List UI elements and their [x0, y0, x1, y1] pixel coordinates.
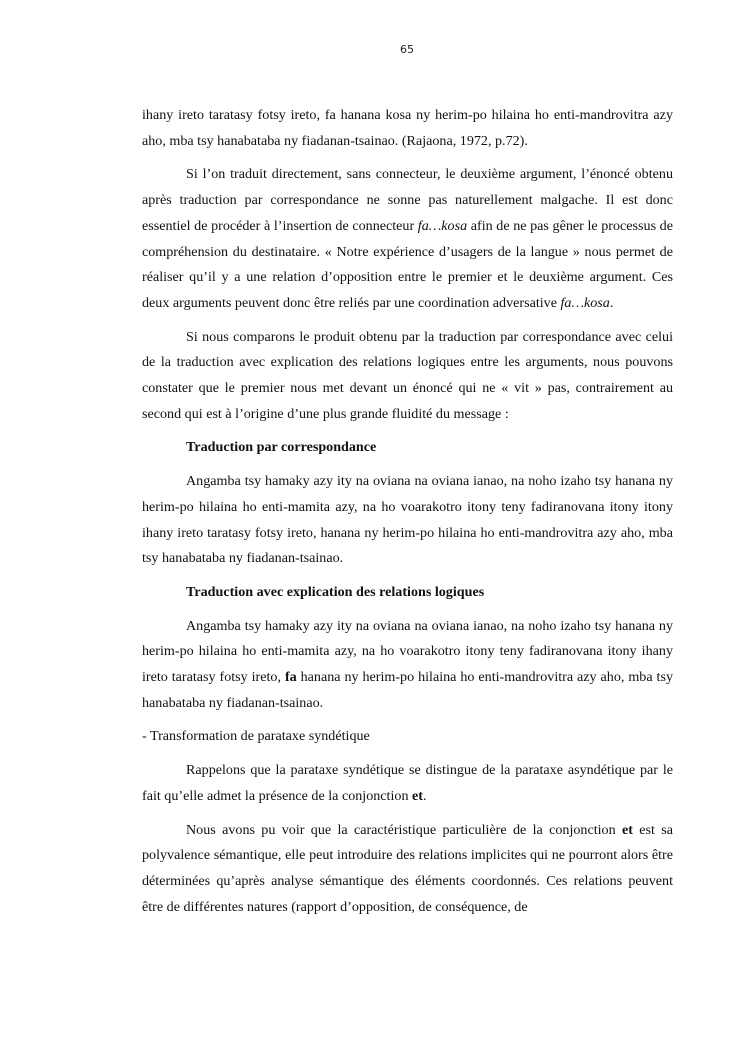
- text-run: .: [609, 294, 614, 311]
- text-run: afin de ne pas gêner le processus de compréhension du destinataire. « Notre expérience d’usagers de la langue » nous permet de réaliser qu’il y a une relation d’opposition entre le premier et le deuxième argument. Ces deux arguments peuvent donc être reliés par une coordination adversative: [142, 217, 673, 311]
- text-run: Angamba tsy hamaky azy ity na oviana na oviana ianao, na noho izaho tsy hanana ny herim-po hilaina ho enti-mamita azy, na ho voarakotro itony teny fadiranovana itony ihany ireto taratasy fotsy ireto,: [142, 617, 673, 686]
- page-number: 65: [400, 43, 414, 56]
- text-run: hanana ny herim-po hilaina ho enti-mandrovitra azy aho, mba tsy hanabataba ny fiadanan-tsainao.: [142, 669, 673, 711]
- bold-conjunction: et: [621, 821, 633, 838]
- text-run: Nous avons pu voir que la caractéristique particulière de la conjonction: [186, 821, 622, 838]
- example-logical-relations: [142, 614, 673, 717]
- list-item-syndetic: - Transformation de parataxe syndétique: [142, 728, 370, 745]
- paragraph-continuation: ihany ireto taratasy fotsy ireto, fa hanana kosa ny herim-po hilaina ho enti-mandrovitra azy aho, mba tsy hanabataba ny fiadanan-tsainao. (Rajaona, 1972, p.72).: [142, 107, 673, 149]
- paragraph-comparison: Si nous comparons le produit obtenu par la traduction par correspondance avec celui de la traduction avec explication des relations logiques entre les arguments, nous pouvons constater que le premier nous met devant un énoncé qui ne « vit » pas, contrairement au second qui est à l’origine d’une plus grande fluidité du message :: [142, 328, 673, 422]
- heading-correspondence: Traduction par correspondance: [186, 439, 377, 456]
- example-correspondence: Angamba tsy hamaky azy ity na oviana na oviana ianao, na noho izaho tsy hanana ny herim-po hilaina ho enti-mamita azy, na ho voarakotro itony teny fadiranovana itony itony ihany ireto taratasy fotsy ireto, hanana ny herim-po hilaina ho enti-mandrovitra azy aho, mba tsy hanabataba ny fiadanan-tsainao.: [142, 473, 673, 567]
- body-text: [142, 103, 673, 928]
- paragraph-direct-translation: [142, 162, 673, 316]
- heading-logical-relations: Traduction avec explication des relations logiques: [186, 583, 485, 600]
- text-run: .: [422, 787, 427, 804]
- bold-connector: fa: [284, 669, 297, 686]
- text-run: Si l’on traduit directement, sans connecteur, le deuxième argument, l’énoncé obtenu après traduction par correspondance ne sonne pas naturellement malgache. Il est donc essentiel de procéder à l’insertion de connecteur: [142, 166, 673, 234]
- paragraph-polyvalence: [142, 818, 673, 921]
- connector-term: fa…kosa: [560, 294, 610, 311]
- text-run: est sa polyvalence sémantique, elle peut introduire des relations implicites qui ne pourront alors être déterminées qu’après analyse sémantique des éléments coordonnés. Ces relations peuvent être de différentes natures (rapport d’opposition, de conséquence, de: [142, 821, 673, 915]
- text-run: Rappelons que la parataxe syndétique se distingue de la parataxe asyndétique par le fait qu’elle admet la présence de la conjonction: [142, 762, 673, 804]
- paragraph-syndetic-definition: [142, 758, 673, 809]
- connector-term: fa…kosa: [417, 217, 468, 234]
- bold-conjunction: et: [412, 787, 423, 804]
